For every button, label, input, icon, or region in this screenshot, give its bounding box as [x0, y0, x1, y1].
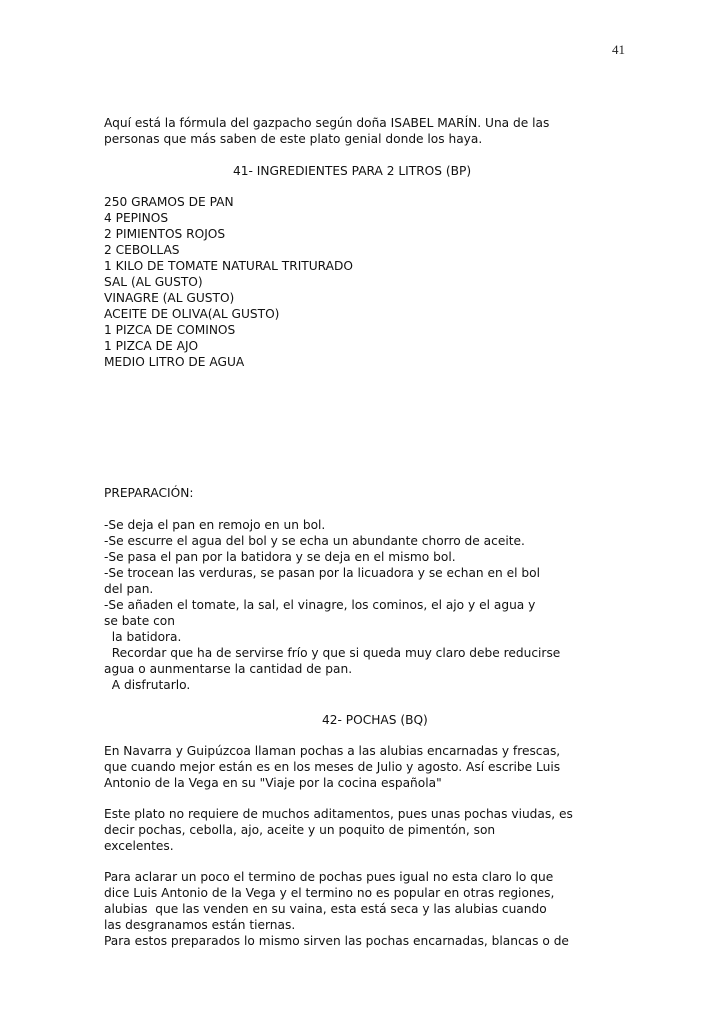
ingredient-item: MEDIO LITRO DE AGUA — [104, 355, 245, 369]
paragraph-line: Para estos preparados lo mismo sirven las pochas encarnadas, blancas o de — [104, 934, 569, 948]
preparation-step: -Se añaden el tomate, la sal, el vinagre, los cominos, el ajo y el agua y — [104, 598, 536, 612]
preparation-step: A disfrutarlo. — [104, 678, 191, 692]
recipe-42-title: 42- POCHAS (BQ) — [322, 713, 428, 727]
paragraph-line: que cuando mejor están es en los meses de Julio y agosto. Así escribe Luis — [104, 760, 561, 774]
page-number: 41 — [612, 42, 625, 57]
intro-line: Aquí está la fórmula del gazpacho según doña ISABEL MARÍN. Una de las — [104, 116, 550, 130]
paragraph-line: excelentes. — [104, 839, 174, 853]
preparation-step: -Se pasa el pan por la batidora y se deja en el mismo bol. — [104, 550, 456, 564]
ingredient-item: 4 PEPINOS — [104, 211, 169, 225]
ingredient-item: 1 PIZCA DE COMINOS — [104, 323, 236, 337]
paragraph-line: alubias que las venden en su vaina, esta está seca y las alubias cuando — [104, 902, 547, 916]
preparation-heading: PREPARACIÓN: — [104, 486, 194, 500]
ingredient-item: 2 CEBOLLAS — [104, 243, 180, 257]
paragraph-line: dice Luis Antonio de la Vega y el termino no es popular en otras regiones, — [104, 886, 555, 900]
paragraph-line: las desgranamos están tiernas. — [104, 918, 296, 932]
paragraph-line: decir pochas, cebolla, ajo, aceite y un poquito de pimentón, son — [104, 823, 496, 837]
preparation-step: Recordar que ha de servirse frío y que si queda muy claro debe reducirse — [104, 646, 561, 660]
ingredient-item: VINAGRE (AL GUSTO) — [104, 291, 235, 305]
intro-line: personas que más saben de este plato genial donde los haya. — [104, 132, 483, 146]
preparation-step: agua o aunmentarse la cantidad de pan. — [104, 662, 353, 676]
ingredient-item: 250 GRAMOS DE PAN — [104, 195, 234, 209]
ingredient-item: ACEITE DE OLIVA(AL GUSTO) — [104, 307, 280, 321]
paragraph-line: Para aclarar un poco el termino de pochas pues igual no esta claro lo que — [104, 870, 554, 884]
preparation-step: se bate con — [104, 614, 175, 628]
ingredient-item: 1 KILO DE TOMATE NATURAL TRITURADO — [104, 259, 353, 273]
ingredient-item: SAL (AL GUSTO) — [104, 275, 203, 289]
preparation-step: -Se escurre el agua del bol y se echa un abundante chorro de aceite. — [104, 534, 525, 548]
ingredient-item: 2 PIMIENTOS ROJOS — [104, 227, 226, 241]
preparation-step: -Se deja el pan en remojo en un bol. — [104, 518, 326, 532]
ingredient-item: 1 PIZCA DE AJO — [104, 339, 199, 353]
preparation-step: la batidora. — [104, 630, 182, 644]
paragraph-line: Este plato no requiere de muchos aditamentos, pues unas pochas viudas, es — [104, 807, 573, 821]
paragraph-line: En Navarra y Guipúzcoa llaman pochas a las alubias encarnadas y frescas, — [104, 744, 561, 758]
preparation-step: -Se trocean las verduras, se pasan por la licuadora y se echan en el bol — [104, 566, 540, 580]
paragraph-line: Antonio de la Vega en su "Viaje por la cocina española" — [104, 776, 442, 790]
recipe-41-title: 41- INGREDIENTES PARA 2 LITROS (BP) — [233, 164, 472, 178]
preparation-step: del pan. — [104, 582, 154, 596]
